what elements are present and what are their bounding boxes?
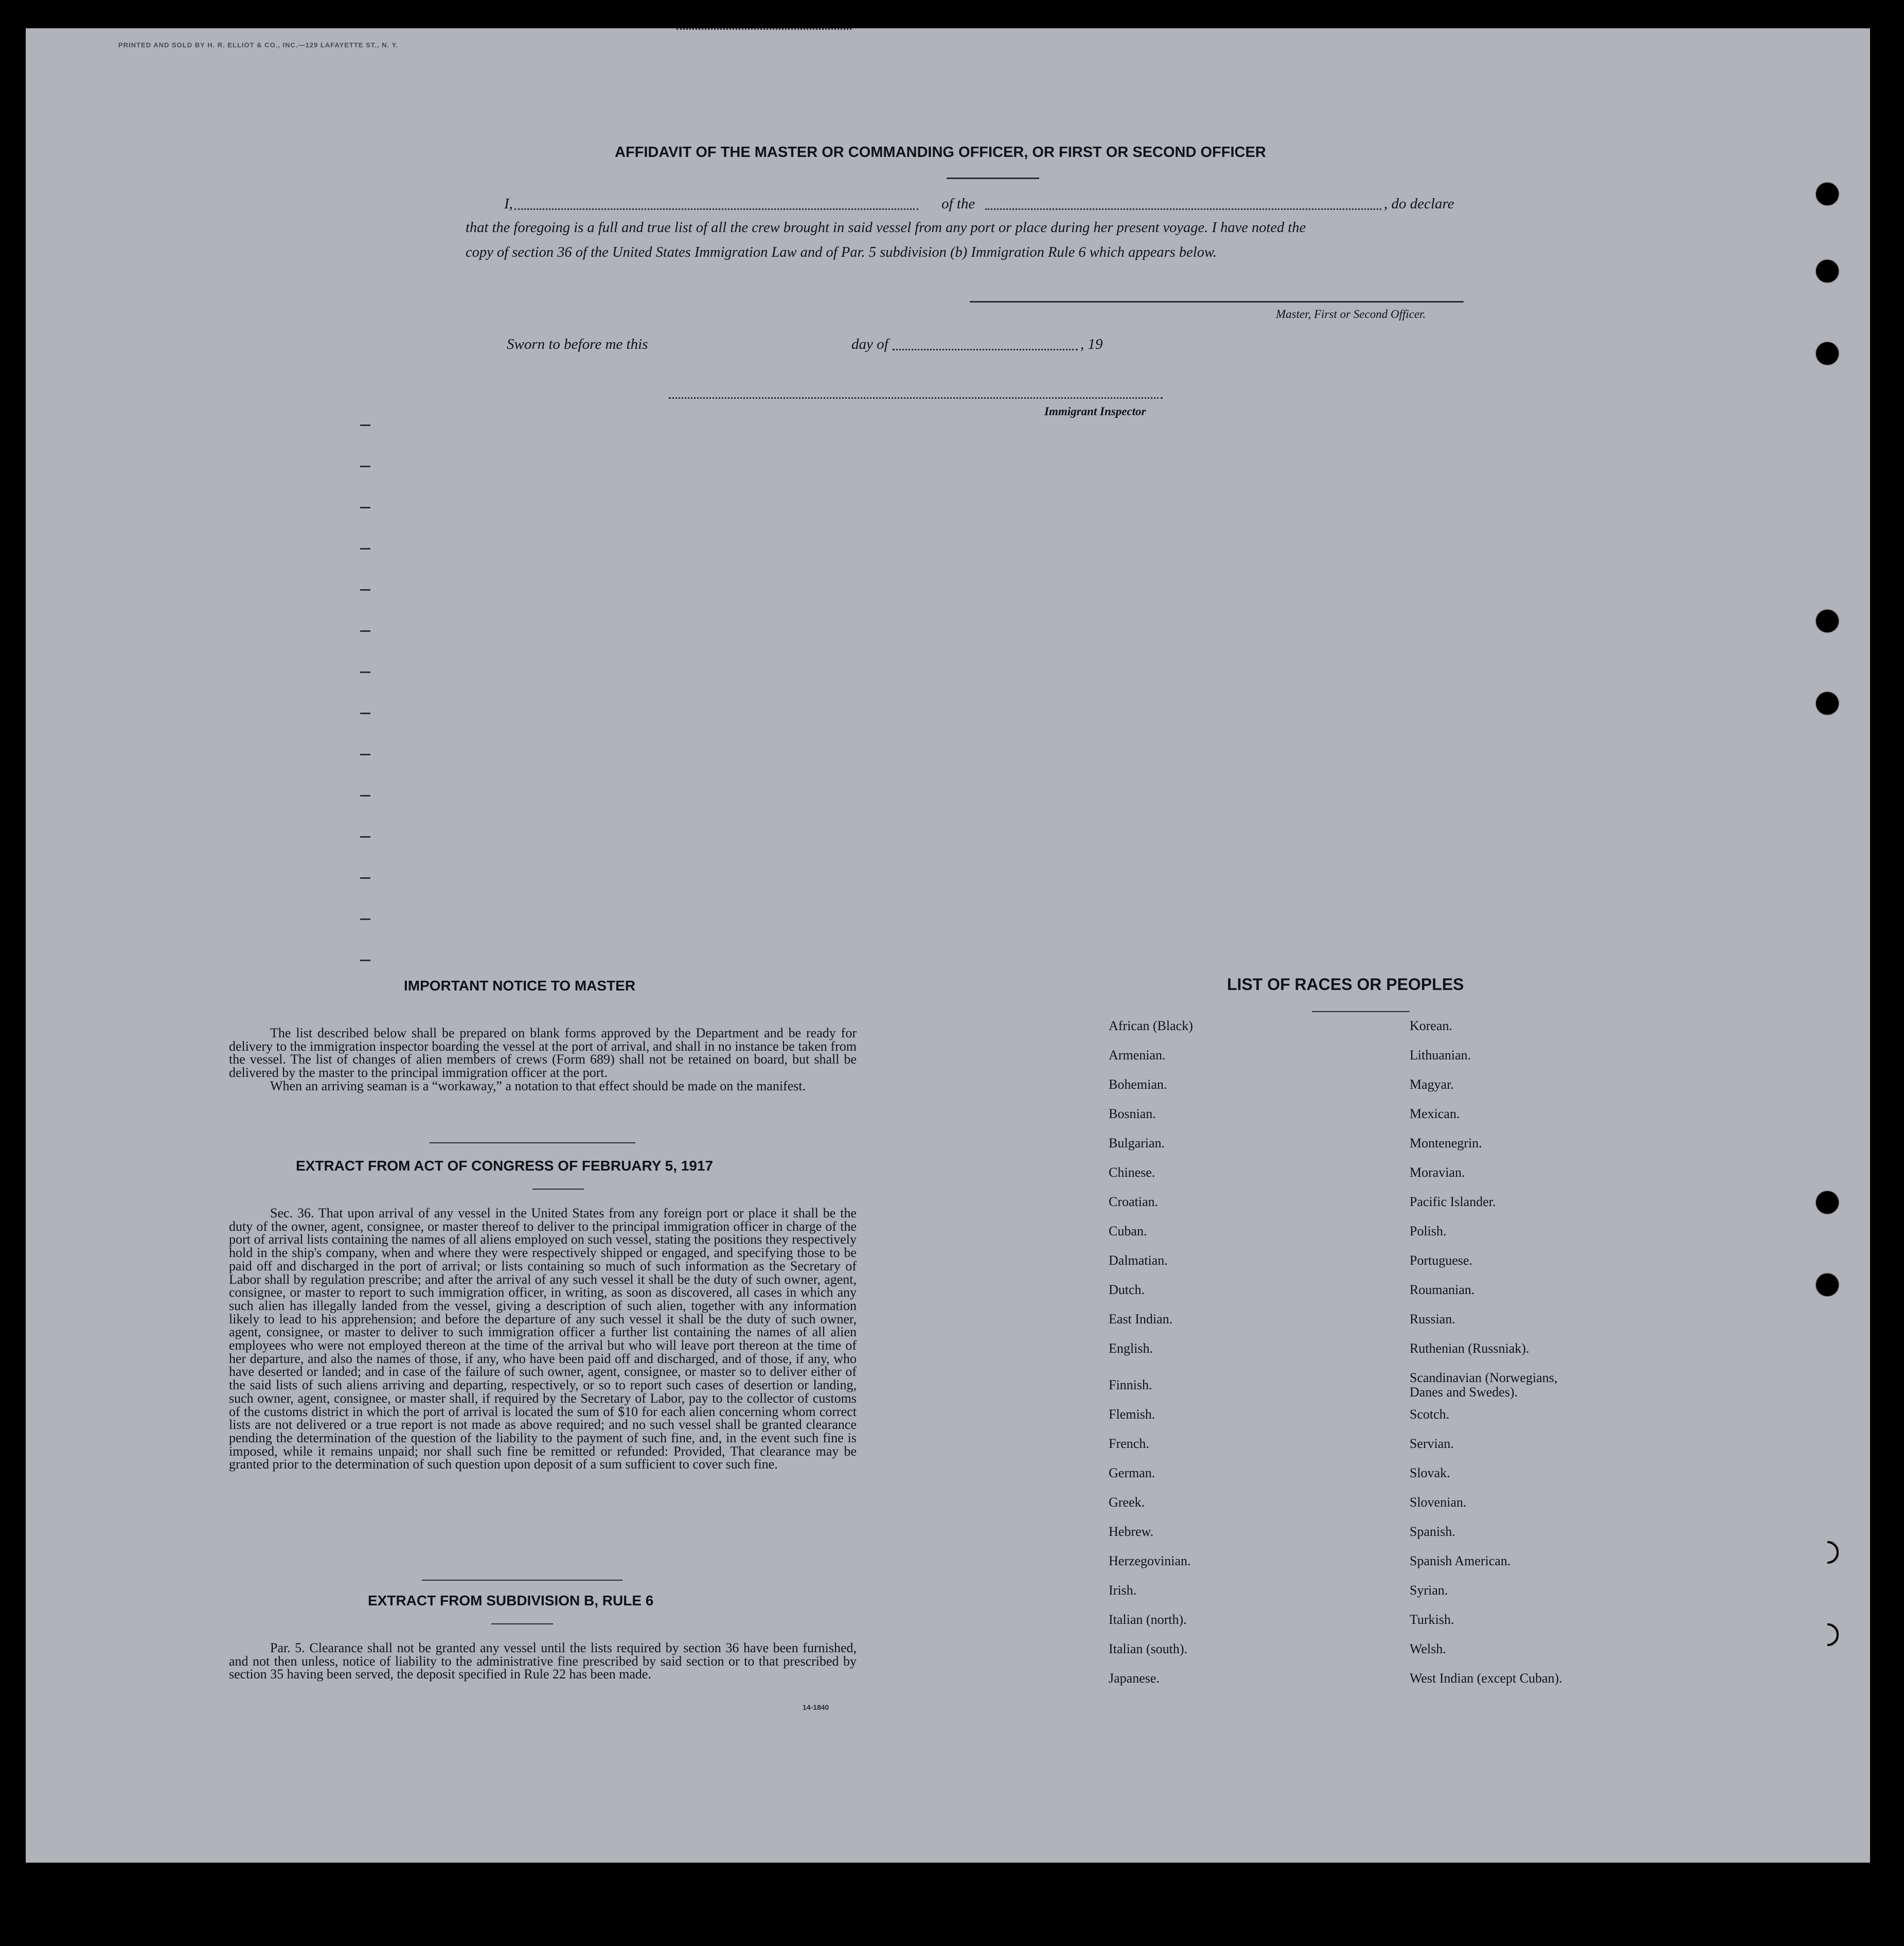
race-item: English. — [1109, 1341, 1153, 1356]
race-item: Finnish. — [1109, 1377, 1152, 1392]
race-item: French. — [1109, 1436, 1149, 1451]
race-item: Magyar. — [1410, 1077, 1454, 1092]
notice-paragraph-1: The list described below shall be prepared on blank forms approved by the Department and be ready for delivery to the immigration inspector boarding the vessel at the port of arrival, and shall in no instance be taken from the vessel. The list of changes of alien members of crews (Form 689) shall not be retained on board, but shall be delivered by the master to the principal immigration officer at the port. — [229, 1025, 857, 1081]
race-item: Hebrew. — [1109, 1524, 1154, 1539]
race-item: Ruthenian (Russniak). — [1410, 1341, 1529, 1356]
affidavit-title-rule — [947, 178, 1039, 179]
punch-hole — [1816, 1541, 1839, 1564]
race-item: Korean. — [1410, 1018, 1453, 1033]
race-item: Italian (south). — [1109, 1641, 1188, 1656]
rule-extract-text — [229, 1641, 857, 1681]
race-item: Portuguese. — [1410, 1253, 1473, 1268]
race-item: Bulgarian. — [1109, 1136, 1165, 1151]
officer-signature-line — [970, 301, 1464, 303]
notice-paragraph-2: When an arriving seaman is a “workaway,” a notation to that effect should be made on the manifest. — [270, 1078, 806, 1093]
margin-tick — [360, 918, 370, 920]
sworn-day-of: day of — [851, 336, 888, 352]
act-title-rule — [532, 1189, 584, 1190]
race-item: Cuban. — [1109, 1224, 1147, 1239]
race-item: Irish. — [1109, 1583, 1137, 1598]
punch-hole — [1816, 342, 1839, 365]
margin-tick — [360, 754, 370, 755]
affidavit-title: AFFIDAVIT OF THE MASTER OR COMMANDING OFFICER, OR FIRST OR SECOND OFFICER — [615, 144, 1266, 161]
printer-imprint: PRINTED AND SOLD BY H. R. ELLIOT & CO., INC.—129 LAFAYETTE ST., N. Y. — [118, 41, 399, 49]
margin-tick — [360, 836, 370, 838]
race-item: Polish. — [1410, 1224, 1447, 1239]
race-item: Spanish. — [1410, 1524, 1455, 1539]
race-item: Spanish American. — [1410, 1553, 1511, 1568]
race-item: Montenegrin. — [1410, 1136, 1482, 1151]
race-item: Japanese. — [1109, 1671, 1160, 1686]
section-divider — [430, 1142, 635, 1143]
race-item: Chinese. — [1109, 1165, 1155, 1180]
race-item: Scotch. — [1410, 1407, 1450, 1422]
notice-text — [229, 1027, 857, 1093]
race-item: Lithuanian. — [1410, 1048, 1471, 1063]
race-item: Syrian. — [1410, 1583, 1448, 1598]
affidavit-of-the: of the — [941, 196, 975, 212]
race-item: West Indian (except Cuban). — [1410, 1671, 1562, 1686]
race-item: Welsh. — [1410, 1641, 1446, 1656]
race-item: Pacific Islander. — [1410, 1194, 1496, 1209]
officer-signature-label: Master, First or Second Officer. — [1276, 308, 1426, 321]
margin-tick — [360, 877, 370, 879]
margin-tick — [360, 507, 370, 508]
margin-tick — [360, 424, 370, 426]
punch-hole — [1816, 1191, 1839, 1214]
margin-tick — [360, 548, 370, 550]
races-title: LIST OF RACES OR PEOPLES — [1227, 975, 1464, 994]
punch-hole — [1816, 183, 1839, 205]
race-item: African (Black) — [1109, 1018, 1193, 1033]
sworn-prefix: Sworn to before me this — [507, 336, 648, 352]
affidavit-body-line2: copy of section 36 of the United States Immigration Law and of Par. 5 subdivision (b) Immigration Rule 6 which appears below. — [466, 244, 1217, 260]
margin-tick — [360, 795, 370, 797]
race-item: Bohemian. — [1109, 1077, 1167, 1092]
race-item: Slovenian. — [1410, 1495, 1467, 1510]
race-item: Roumanian. — [1410, 1282, 1475, 1297]
sworn-month-blank — [893, 349, 1078, 350]
section-divider — [422, 1580, 622, 1581]
margin-tick — [360, 671, 370, 673]
sworn-year: , 19 — [1080, 336, 1103, 352]
punch-hole — [1816, 1623, 1839, 1646]
notice-title: IMPORTANT NOTICE TO MASTER — [404, 978, 636, 994]
race-item: German. — [1109, 1465, 1155, 1480]
form-number: 14-1840 — [803, 1703, 829, 1711]
race-item: East Indian. — [1109, 1312, 1173, 1326]
inspector-label: Immigrant Inspector — [1044, 405, 1146, 418]
rule-title-rule — [491, 1623, 553, 1624]
race-item: Greek. — [1109, 1495, 1145, 1510]
act-section-36: Sec. 36. That upon arrival of any vessel in the United States from any foreign port or place it shall be the duty of the owner, agent, consignee, or master thereof to deliver to the principal immigration officer in charge of the port of arrival lists containing the names of all aliens employed on such vessel, stating the positions they respectively hold in the ship's company, when and where they were respectively shipped or engaged, and specifying those to be paid off and discharged in the port of arrival; or lists containing so much of such information as the Secretary of Labor shall by regulation prescribe; and after the arrival of any such vessel it shall be the duty of such owner, agent, consignee, or master to report to such immigration officer, in writing, as soon as discovered, all cases in which any such alien has illegally landed from the vessel, giving a description of such alien, together with any information likely to lead to his apprehension; and before the departure of any such vessel it shall be the duty of such owner, agent, consignee, or master to deliver to such immigration officer a further list containing the names of all alien employees who were not employed thereon at the time of the arrival but who will leave port thereon at the time of her departure, and also the names of those, if any, who have been paid off and discharged, and of those, if any, who have deserted or landed; and in case of the failure of such owner, agent, consignee, or master so to deliver either of the said lists of such aliens arriving and departing, respectively, or so to report such cases of desertion or landing, such owner, agent, consignee, or master shall, if required by the Secretary of Labor, pay to the collector of customs of the customs district in which the port of arrival is located the sum of $10 for each alien concerning whom correct lists are not delivered or a true report is not made as above required; and no such vessel shall be granted clearance pending the determination of the question of the liability to the payment of such fine, and, in the event such fine is imposed, while it remains unpaid; nor shall such fine be remitted or refunded: Provided, That clearance may be granted prior to the determination of such question upon deposit of a sum sufficient to cover such fine. — [229, 1206, 857, 1472]
race-item: Bosnian. — [1109, 1106, 1156, 1121]
inspector-signature-line — [669, 397, 1163, 399]
race-item: Flemish. — [1109, 1407, 1155, 1422]
rule-extract-title: EXTRACT FROM SUBDIVISION B, RULE 6 — [368, 1593, 654, 1608]
race-item: Scandinavian (Norwegians, Danes and Swedes). — [1410, 1370, 1558, 1400]
rule-paragraph-5: Par. 5. Clearance shall not be granted any vessel until the lists required by section 36 have been furnished, and not then unless, notice of liability to the administrative fine prescribed by said section or to that prescribed by section 35 having been served, the deposit specified in Rule 22 has been made. — [229, 1640, 857, 1682]
race-item: Mexican. — [1410, 1106, 1460, 1121]
margin-tick — [360, 960, 370, 961]
act-extract-text — [229, 1207, 857, 1471]
race-item: Servian. — [1410, 1436, 1454, 1451]
margin-tick — [360, 466, 370, 467]
punch-hole — [1816, 610, 1839, 632]
affidavit-body-line1: that the foregoing is a full and true list of all the crew brought in said vessel from any port or place during her present voyage. I have noted the — [466, 220, 1306, 236]
race-item: Slovak. — [1410, 1465, 1450, 1480]
races-right-column — [1410, 1019, 1562, 1701]
affidavit-lead-i: I, — [504, 196, 513, 212]
vessel-blank — [985, 208, 1381, 210]
name-blank — [514, 208, 918, 210]
race-item: Armenian. — [1109, 1048, 1166, 1063]
race-item: Croatian. — [1109, 1194, 1159, 1209]
races-title-rule — [1312, 1011, 1410, 1012]
race-item: Russian. — [1410, 1312, 1455, 1326]
sworn-day-blank — [677, 28, 851, 30]
punch-hole — [1816, 260, 1839, 282]
act-extract-title: EXTRACT FROM ACT OF CONGRESS OF FEBRUARY 5, 1917 — [296, 1158, 714, 1174]
affidavit-do-declare: , do declare — [1384, 196, 1454, 212]
race-item: Italian (north). — [1109, 1612, 1187, 1627]
race-item: Herzegovinian. — [1109, 1553, 1191, 1568]
margin-tick — [360, 713, 370, 714]
margin-tick — [360, 589, 370, 591]
races-left-column — [1109, 1019, 1193, 1701]
race-item: Turkish. — [1410, 1612, 1454, 1627]
form-page — [26, 28, 1870, 1863]
race-item: Moravian. — [1410, 1165, 1465, 1180]
punch-hole — [1816, 1273, 1839, 1296]
race-item: Dalmatian. — [1109, 1253, 1168, 1268]
race-item: Dutch. — [1109, 1282, 1145, 1297]
punch-hole — [1816, 692, 1839, 715]
margin-tick — [360, 630, 370, 632]
